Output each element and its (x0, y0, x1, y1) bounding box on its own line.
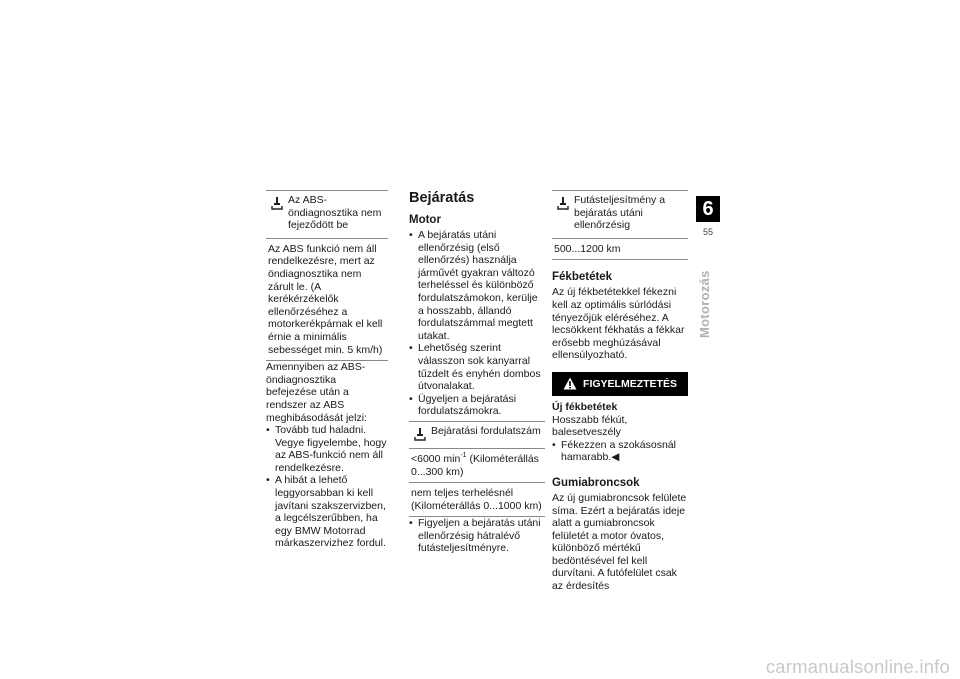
warning-title: Új fékbetétek (552, 400, 618, 413)
heading-tyres: Gumiabroncsok (552, 476, 640, 489)
warning-list (552, 439, 688, 464)
list-item: • Tovább tud haladni. Vegye figyelembe, hogy az ABS-funkció nem áll rendelkezésre. (266, 424, 388, 474)
list-item (552, 439, 688, 464)
rpm-mileage: (Kilométerállás 0...300 km) (411, 452, 539, 478)
note-header (266, 191, 388, 239)
warning-banner (552, 372, 688, 396)
mileage-note (552, 190, 688, 260)
note-header (409, 422, 545, 449)
list-item: • Ügyeljen a bejáratási fordulatszámokra. (409, 393, 545, 418)
note-title: Az ABS-öndiagnosztika nem fejeződött be (288, 194, 382, 232)
brake-pads-text: Az új fékbetétekkel fékezni kell az optimális súrlódási tényezőjük eléréséhez. A lecsökkent fékhatás a fékkar erősebb meghúzásával ellensúlyozható. (552, 286, 685, 362)
list-item: • Lehetőség szerint válasszon sok kanyarral tűzdelt és enyhén dombos útvonalakat. (409, 342, 545, 392)
section-heading-break-in: Bejáratás (409, 190, 475, 206)
post-note-list (409, 517, 545, 555)
warning-label: FIGYELMEZTETÉS (583, 377, 677, 390)
watermark: carmanualsonline.info (765, 656, 950, 678)
list-item: • A bejáratás utáni ellenőrzésig (első ellenőrzés) használja járművét gyakran változó terheléssel és különböző fordulatszámokon, kerülje a hosszabb, állandó fordulatszámmal megtett utakat. (409, 229, 545, 342)
warning-text: Hosszabb fékút, balesetveszély (552, 413, 628, 439)
end-mark-icon: ◀ (611, 451, 620, 464)
gauge-note-icon (552, 194, 574, 232)
subheading-engine: Motor (409, 214, 441, 226)
tyres-text: Az új gumiabroncsok felülete síma. Ezért a bejáratás ideje alatt a gumiabroncsok felületét a motor óvatos, különböző mértékű bedöntésével fel kell durvítani. A futófelület csak az érdesítés (552, 491, 687, 593)
page-number: 55 (702, 227, 713, 237)
note-row-load: nem teljes terhelésnél (Kilométerállás 0...1000 km) (409, 482, 545, 516)
column-3 (552, 190, 688, 593)
column-2 (409, 190, 545, 555)
abs-fault-paragraph: Amennyiben az ABS-öndiagnosztika befejezése után a rendszer az ABS meghibásodását jelzi: (266, 361, 367, 424)
rpm-exponent: -1 (460, 451, 467, 459)
chapter-tab (696, 196, 720, 338)
column-1 (266, 190, 388, 550)
engine-break-in-list (409, 229, 545, 418)
abs-fault-list (266, 424, 388, 550)
note-title: Futásteljesítmény a bejáratás utáni ellenőrzésig (574, 194, 666, 232)
break-in-rpm-note (409, 421, 545, 517)
warning-bullet-text: Fékezzen a szokásosnál hamarabb. (561, 438, 676, 464)
list-item: • A hibát a lehető leggyorsabban ki kell javítani szakszervizben, a legcélszerűbben, ha egy BMW Motorrad márkaszervizhez fordul. (266, 474, 388, 550)
rpm-limit: <6000 min (411, 452, 461, 465)
gauge-note-icon (266, 194, 288, 232)
note-value: 500...1200 km (554, 242, 621, 255)
section-label: Motorozás (697, 270, 712, 338)
chapter-number: 6 (696, 196, 720, 222)
warning-triangle-icon (563, 377, 577, 390)
heading-brake-pads: Fékbetétek (552, 271, 613, 284)
list-item: • Figyeljen a bejáratás utáni ellenőrzésig hátralévő futásteljesítményre. (409, 517, 545, 555)
note-row-rpm (409, 449, 545, 482)
note-header (552, 191, 688, 239)
gauge-note-icon (409, 425, 431, 442)
note-title: Bejáratási fordulatszám (431, 424, 541, 437)
note-text: Az ABS funkció nem áll rendelkezésre, mert az öndiagnosztika nem zárult le. (A kerékérzékelők ellenőrzéséhez a motorkerékpárnak el kell érnie a minimális sebességet min. 5 km/h) (268, 242, 383, 356)
abs-self-diagnosis-note (266, 190, 388, 361)
